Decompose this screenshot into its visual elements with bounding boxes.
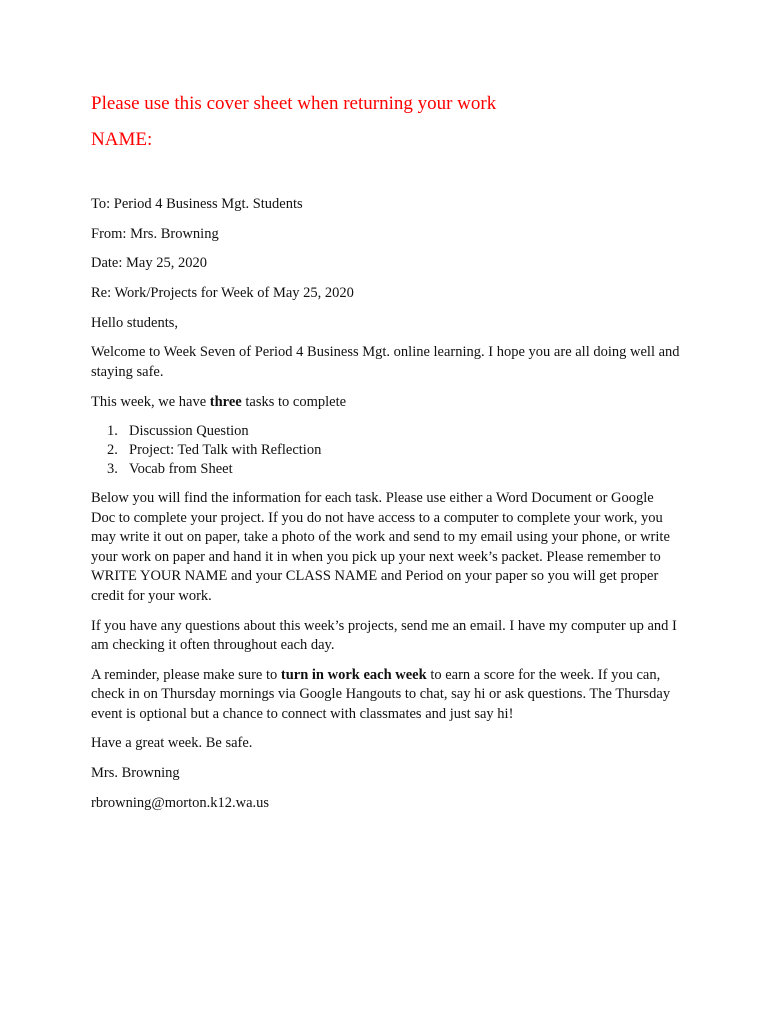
task-label: Discussion Question bbox=[129, 423, 249, 440]
reminder-post: to earn a score for the week. If you can, check in on Thursday mornings via Google Hangouts to chat, say hi or ask questions. The Thursday event is optional but a chance to connect with classmates and just say hi! bbox=[91, 666, 671, 722]
reminder-pre: A reminder, please make sure to bbox=[91, 666, 281, 683]
reminder-emphasis: turn in work each week bbox=[280, 666, 427, 683]
memo-re: Re: Work/Projects for Week of May 25, 2020 bbox=[91, 285, 354, 302]
reminder-paragraph bbox=[91, 666, 680, 725]
tasks-count: three bbox=[209, 393, 242, 410]
signature: Mrs. Browning bbox=[91, 765, 180, 782]
questions-paragraph: If you have any questions about this week’s projects, send me an email. I have my computer up and I am checking it often throughout each day. bbox=[91, 617, 677, 653]
memo-from: From: Mrs. Browning bbox=[91, 225, 219, 242]
list-item bbox=[91, 441, 680, 460]
greeting: Hello students, bbox=[91, 314, 178, 331]
task-number: 2. bbox=[107, 442, 118, 459]
task-label: Project: Ted Talk with Reflection bbox=[129, 442, 322, 459]
email-address: rbrowning@morton.k12.wa.us bbox=[91, 794, 270, 811]
task-label: Vocab from Sheet bbox=[129, 461, 233, 478]
task-number: 1. bbox=[107, 423, 118, 440]
tasks-intro-post: tasks to complete bbox=[241, 393, 347, 410]
name-label: NAME: bbox=[91, 129, 153, 150]
tasks-intro-pre: This week, we have bbox=[91, 393, 210, 410]
list-item bbox=[91, 460, 680, 479]
list-item bbox=[91, 422, 680, 441]
closing: Have a great week. Be safe. bbox=[91, 735, 253, 752]
task-number: 3. bbox=[107, 461, 118, 478]
memo-to: To: Period 4 Business Mgt. Students bbox=[91, 196, 303, 212]
cover-sheet-title: Please use this cover sheet when returning your work bbox=[91, 93, 497, 114]
memo-date: Date: May 25, 2020 bbox=[91, 255, 207, 272]
tasks-intro bbox=[91, 393, 680, 413]
instructions-paragraph: Below you will find the information for each task. Please use either a Word Document or Google Doc to complete your project. If you do not have access to a computer to complete your work, you may write it out on paper, take a photo of the work and send to my email using your phone, or write your work on paper and hand it in when you pick up your next week’s packet. Please remember to WRITE YOUR NAME and your CLASS NAME and Period on your paper so you will get proper credit for your work. bbox=[91, 490, 670, 604]
task-list bbox=[91, 422, 680, 479]
welcome-paragraph: Welcome to Week Seven of Period 4 Business Mgt. online learning. I hope you are all doing well and staying safe. bbox=[91, 344, 680, 380]
